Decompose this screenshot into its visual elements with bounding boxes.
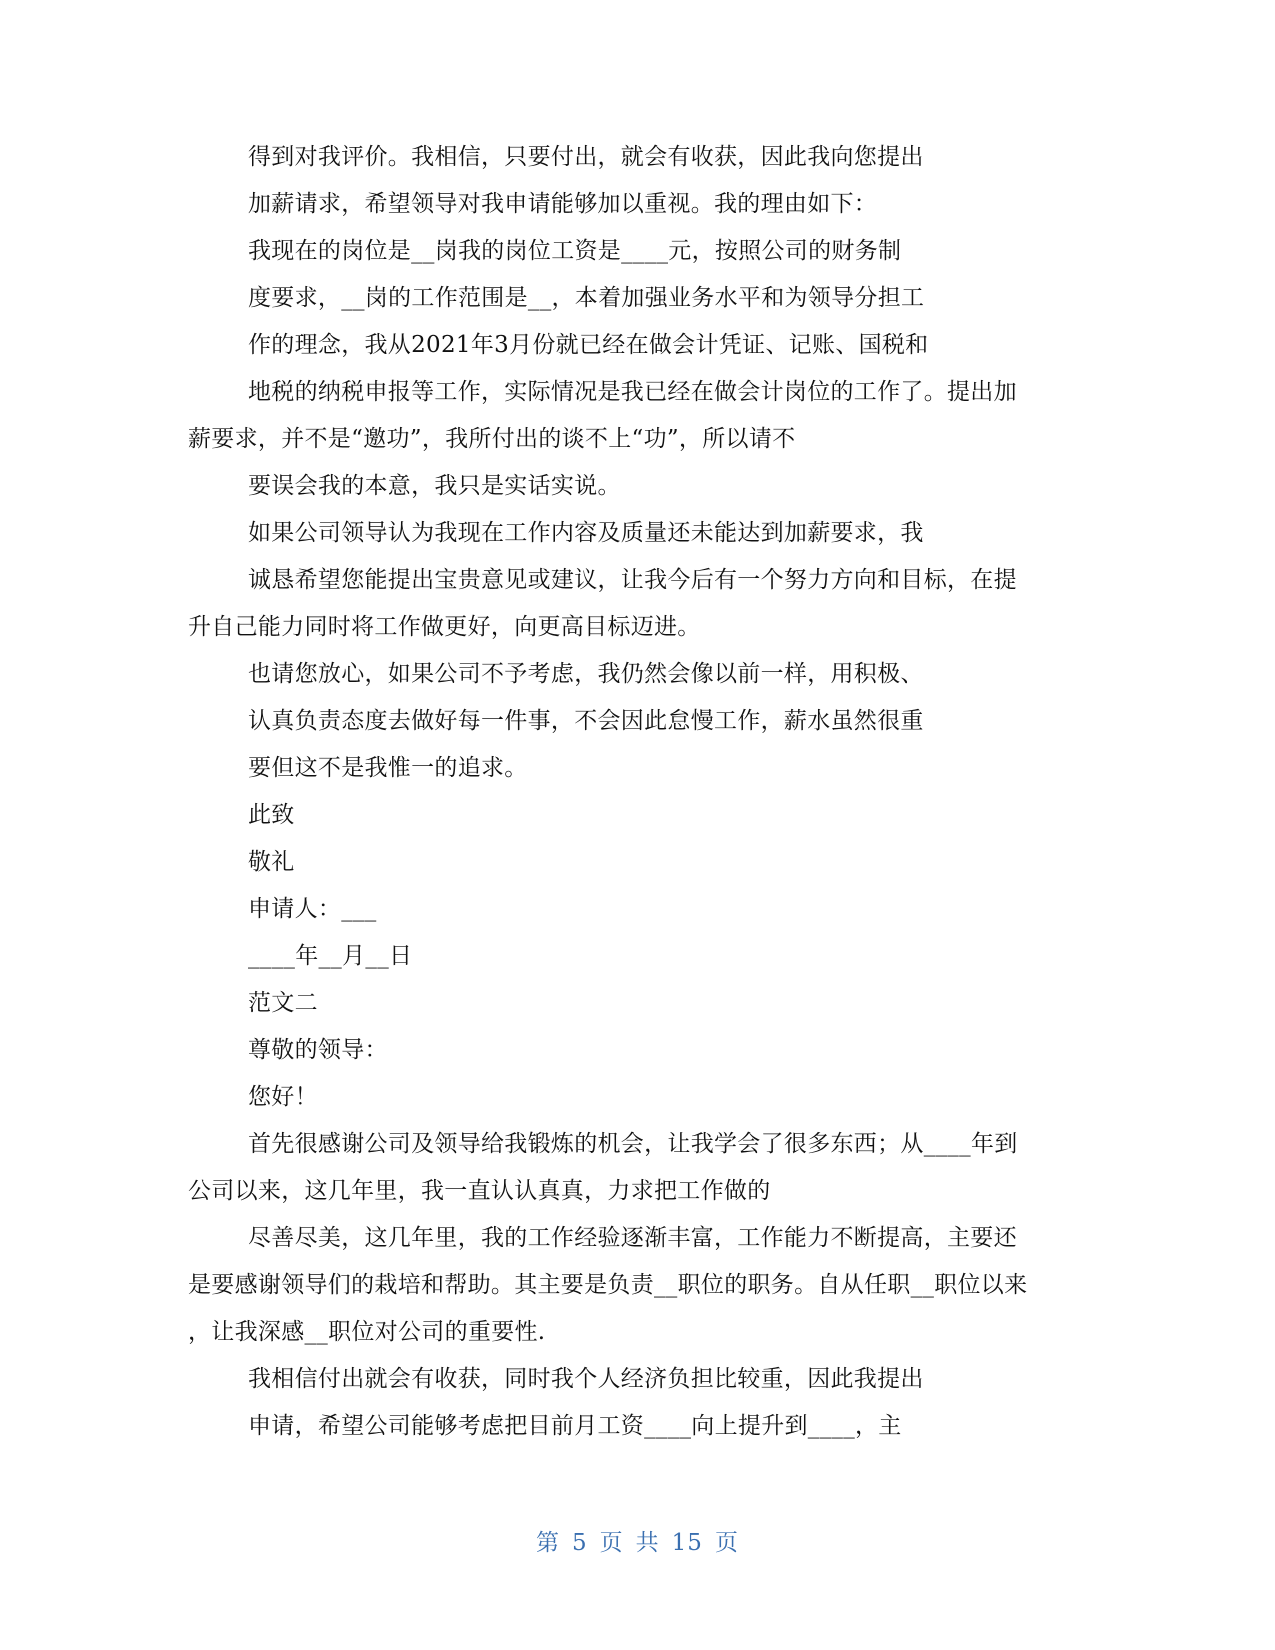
text-line-24: 尽善尽美，这几年里，我的工作经验逐渐丰富，工作能力不断提高，主要还 — [248, 1225, 1017, 1251]
text-line-10: 诚恳希望您能提出宝贵意见或建议，让我今后有一个努力方向和目标，在提 — [248, 567, 1017, 593]
text-line-3: 我现在的岗位是__岗我的岗位工资是____元，按照公司的财务制 — [248, 238, 902, 264]
text-line-2: 加薪请求，希望领导对我申请能够加以重视。我的理由如下： — [248, 191, 878, 217]
section-heading: 范文二 — [248, 990, 318, 1016]
text-line-22: 首先很感谢公司及领导给我锻炼的机会，让我学会了很多东西；从____年到 — [248, 1131, 1018, 1157]
footer-current-page: 5 — [572, 1530, 588, 1556]
text-line-27: 我相信付出就会有收获，同时我个人经济负担比较重，因此我提出 — [248, 1366, 924, 1392]
text-line-25: 是要感谢领导们的栽培和帮助。其主要是负责__职位的职务。自从任职__职位以来 — [188, 1272, 1028, 1298]
text-line-13: 认真负责态度去做好每一件事，不会因此怠慢工作，薪水虽然很重 — [248, 708, 924, 734]
footer-di: 第 — [536, 1530, 561, 1556]
text-line-11: 升自己能力同时将工作做更好，向更高目标迈进。 — [188, 614, 701, 640]
text-line-6: 地税的纳税申报等工作，实际情况是我已经在做会计岗位的工作了。提出加 — [248, 379, 1017, 405]
text-line-28: 申请，希望公司能够考虑把目前月工资____向上提升到____，主 — [248, 1413, 902, 1439]
footer-ye: 页 — [599, 1530, 624, 1556]
text-line-4: 度要求，__岗的工作范围是__，本着加强业务水平和为领导分担工 — [248, 285, 925, 311]
text-line-9: 如果公司领导认为我现在工作内容及质量还未能达到加薪要求，我 — [248, 520, 924, 546]
page-footer — [0, 1528, 1275, 1558]
text-line-5: 作的理念，我从2021年3月份就已经在做会计凭证、记账、国税和 — [248, 332, 929, 358]
text-line-12: 也请您放心，如果公司不予考虑，我仍然会像以前一样，用积极、 — [248, 661, 924, 687]
text-line-8: 要误会我的本意，我只是实话实说。 — [248, 473, 621, 499]
text-line-14: 要但这不是我惟一的追求。 — [248, 755, 528, 781]
text-line-7: 薪要求，并不是“邀功”，我所付出的谈不上“功”，所以请不 — [188, 426, 796, 452]
applicant-line: 申请人：___ — [248, 896, 377, 922]
text-line-1: 得到对我评价。我相信，只要付出，就会有收获，因此我向您提出 — [248, 144, 924, 170]
salutation-line: 此致 — [248, 802, 295, 828]
regards-line: 敬礼 — [248, 849, 295, 875]
text-line-23: 公司以来，这几年里，我一直认认真真，力求把工作做的 — [188, 1178, 771, 1204]
hello-line: 您好！ — [248, 1084, 318, 1110]
footer-ye-end: 页 — [714, 1530, 739, 1556]
footer-gong: 共 — [635, 1530, 660, 1556]
footer-total-pages: 15 — [671, 1530, 703, 1556]
date-line: ____年__月__日 — [248, 943, 413, 969]
greeting-line: 尊敬的领导： — [248, 1037, 388, 1063]
text-line-26: ，让我深感__职位对公司的重要性. — [188, 1319, 546, 1345]
